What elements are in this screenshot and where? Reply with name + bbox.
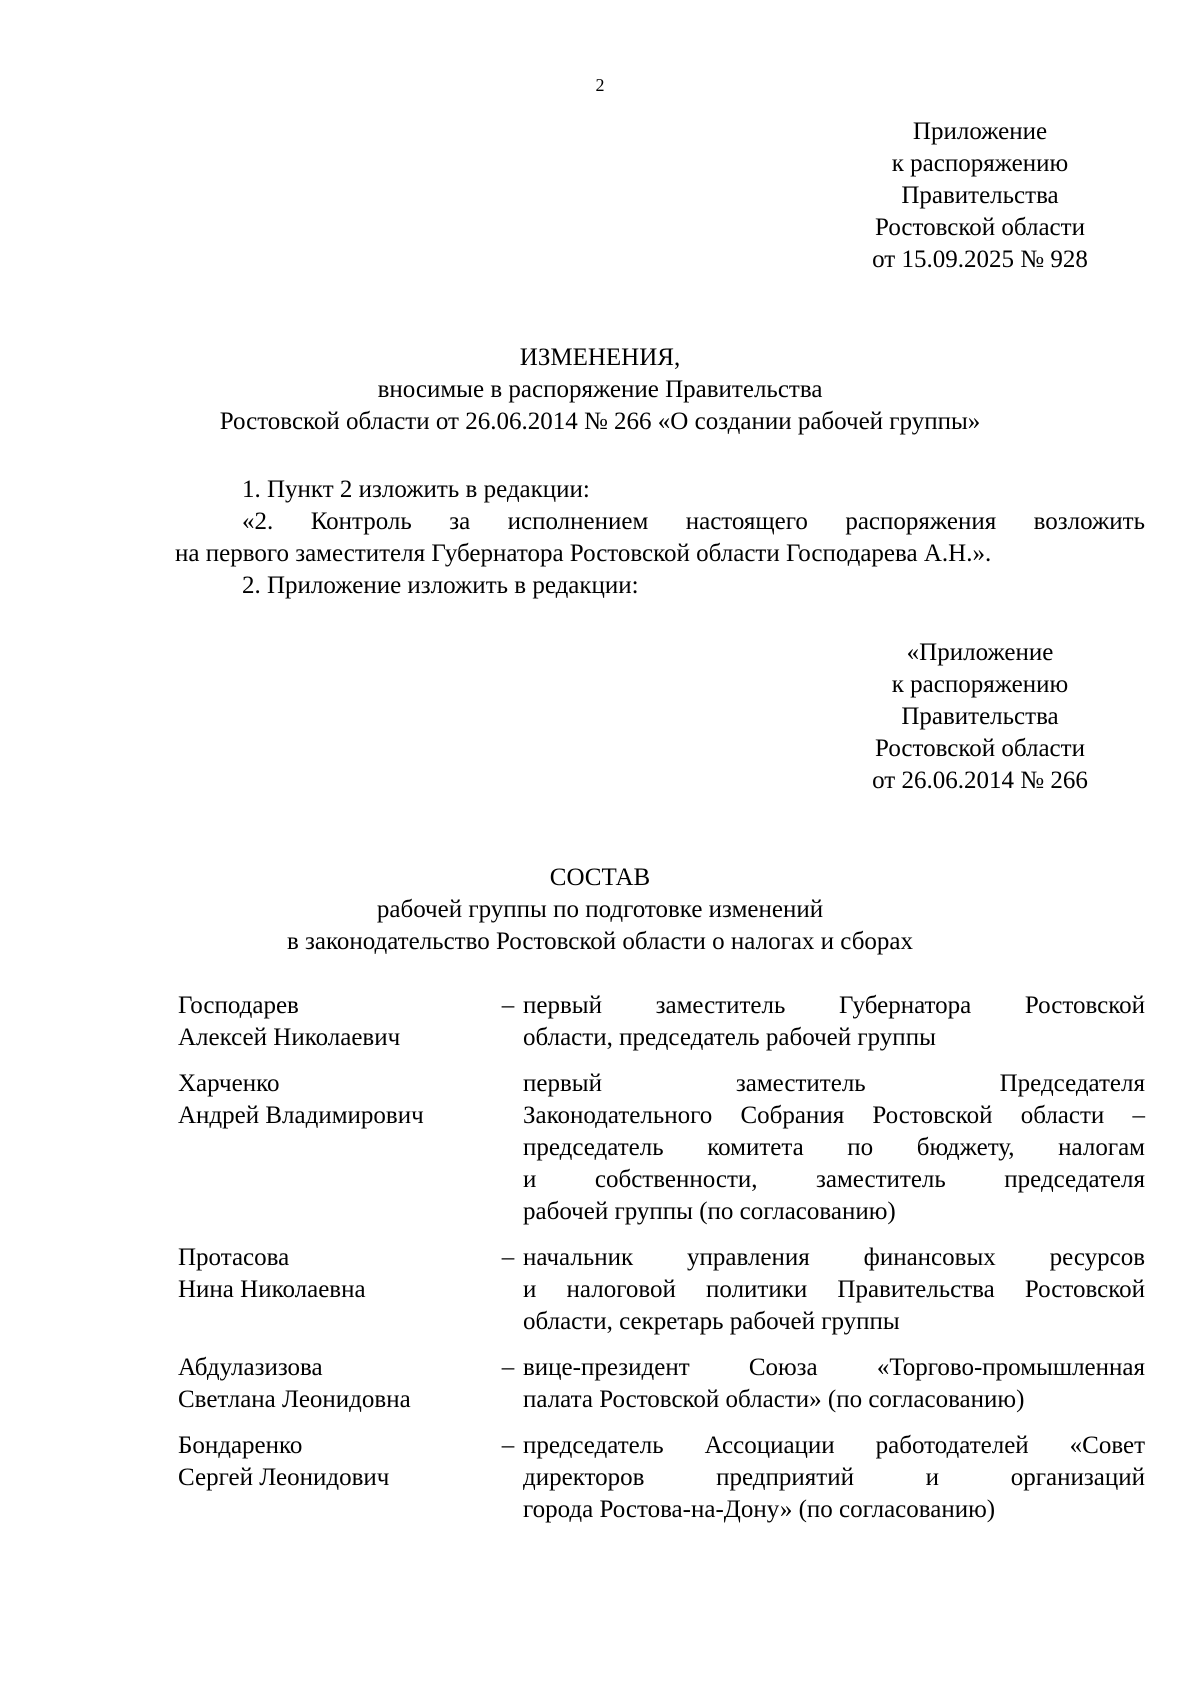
appendix-line: от 26.06.2014 № 266 [872, 767, 1088, 794]
inner-appendix-header [840, 637, 1120, 797]
appendix-line: Правительства [901, 703, 1059, 730]
appendix-line: к распоряжению [891, 150, 1069, 177]
member-role-line: председатель комитета по бюджету, налогам [523, 1134, 1145, 1161]
composition-subtitle-line: рабочей группы по подготовке изменений [376, 896, 824, 923]
member-row [178, 1352, 1145, 1416]
member-role-line: Законодательного Собрания Ростовской области – [523, 1102, 1145, 1129]
member-surname: Харченко [178, 1070, 280, 1097]
changes-subtitle-line: Ростовской области от 26.06.2014 № 266 «О создании рабочей группы» [219, 408, 981, 435]
member-given-names: Алексей Николаевич [178, 1024, 401, 1051]
appendix-line: Правительства [901, 182, 1059, 209]
member-row [178, 1430, 1145, 1526]
member-surname: Протасова [178, 1244, 290, 1271]
member-dash: – [501, 1244, 515, 1271]
changes-title: ИЗМЕНЕНИЯ, [519, 344, 681, 371]
amendments-body [175, 474, 1145, 602]
member-row [178, 990, 1145, 1054]
member-surname: Бондаренко [178, 1432, 303, 1459]
page-number: 2 [595, 75, 605, 95]
changes-subtitle-line: вносимые в распоряжение Правительства [377, 376, 823, 403]
member-role-line: и собственности, заместитель председателя [523, 1166, 1145, 1193]
member-given-names: Андрей Владимирович [178, 1102, 424, 1129]
member-given-names: Нина Николаевна [178, 1276, 366, 1303]
member-role [523, 1430, 1145, 1526]
amendment-item-2: 2. Приложение изложить в редакции: [242, 572, 639, 599]
amendment-item-1: 1. Пункт 2 изложить в редакции: [242, 476, 590, 503]
composition-title: СОСТАВ [549, 864, 651, 891]
member-given-names: Светлана Леонидовна [178, 1386, 411, 1413]
member-role-line: директоров предприятий и организаций [523, 1464, 1145, 1491]
member-surname: Абдулазизова [178, 1354, 323, 1381]
member-surname: Господарев [178, 992, 299, 1019]
changes-heading [0, 342, 1200, 438]
members-list [178, 990, 1145, 1540]
member-name [178, 1068, 493, 1228]
appendix-line: «Приложение [906, 639, 1054, 666]
amendment-item-1-text: «2. Контроль за исполнением настоящего распоряжения возложить [242, 508, 1145, 535]
member-name [178, 990, 493, 1054]
member-dash [493, 1068, 523, 1228]
member-row [178, 1242, 1145, 1338]
appendix-header [840, 116, 1120, 276]
member-given-names: Сергей Леонидович [178, 1464, 390, 1491]
member-role-line: вице-президент Союза «Торгово-промышленная [523, 1354, 1145, 1381]
member-role-line: палата Ростовской области» (по согласованию) [523, 1386, 1025, 1413]
appendix-line: Ростовской области [875, 214, 1085, 241]
composition-heading [0, 862, 1200, 958]
member-role-line: и налоговой политики Правительства Ростовской [523, 1276, 1145, 1303]
member-role [523, 1352, 1145, 1416]
member-role-line: области, секретарь рабочей группы [523, 1308, 900, 1335]
amendment-item-1-text-continued: на первого заместителя Губернатора Ростовской области Господарева А.Н.». [175, 540, 992, 567]
composition-subtitle-line: в законодательство Ростовской области о налогах и сборах [286, 928, 914, 955]
member-dash: – [501, 1354, 515, 1381]
appendix-line: к распоряжению [891, 671, 1069, 698]
member-row [178, 1068, 1145, 1228]
member-role [523, 1242, 1145, 1338]
member-dash: – [501, 1432, 515, 1459]
member-role-line: начальник управления финансовых ресурсов [523, 1244, 1145, 1271]
appendix-line: от 15.09.2025 № 928 [872, 246, 1088, 273]
appendix-line: Приложение [912, 118, 1048, 145]
member-role-line: области, председатель рабочей группы [523, 1024, 936, 1051]
member-role-line: первый заместитель Губернатора Ростовской [523, 992, 1145, 1019]
member-name [178, 1430, 493, 1526]
member-role-line: рабочей группы (по согласованию) [523, 1198, 896, 1225]
member-dash: – [501, 992, 515, 1019]
member-role-line: города Ростова-на-Дону» (по согласованию) [523, 1496, 996, 1523]
member-role [523, 990, 1145, 1054]
member-name [178, 1242, 493, 1338]
member-role-line: председатель Ассоциации работодателей «Совет [523, 1432, 1145, 1459]
member-role [523, 1068, 1145, 1228]
member-name [178, 1352, 493, 1416]
appendix-line: Ростовской области [875, 735, 1085, 762]
member-role-line: первый заместитель Председателя [523, 1070, 1145, 1097]
